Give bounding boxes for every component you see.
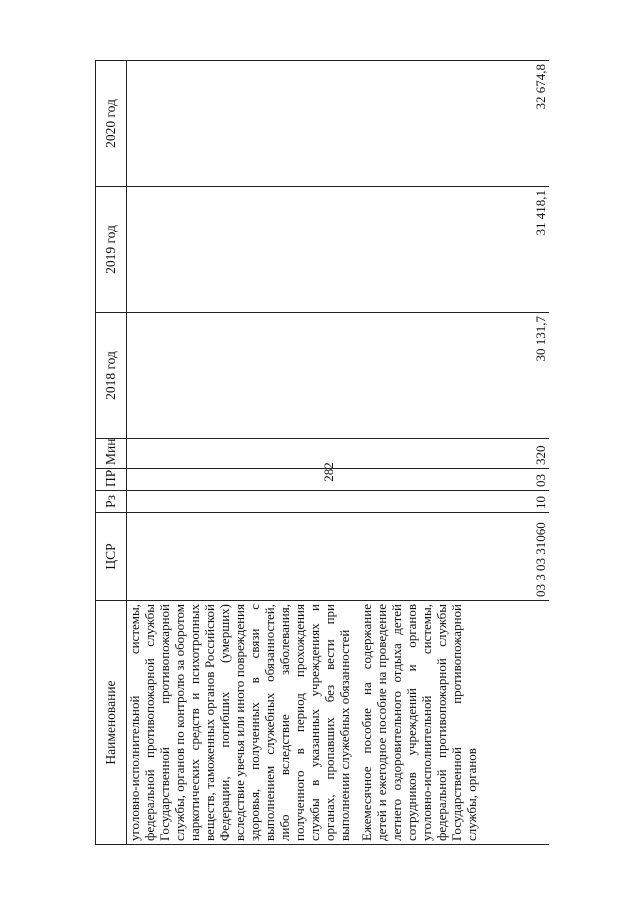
table-row (359, 61, 549, 845)
row-csr: 03 3 03 31060 (359, 513, 549, 601)
row-min: 320 (359, 439, 549, 469)
row-2019 (127, 187, 360, 313)
header-min: Мин (96, 439, 127, 469)
table-header-row (96, 61, 127, 845)
row-2019: 31 418,1 (359, 187, 549, 313)
row-min (127, 439, 360, 469)
row-rz (127, 491, 360, 513)
header-rz: Рз (96, 491, 127, 513)
table-row (127, 61, 360, 845)
row-pr: 03 (359, 469, 549, 491)
row-name: уголовно-исполнительной системы, федеральной противопожарной службы Государственной противопожарной службы, органов по контролю за оборотом наркотических средств и психотропных веществ, таможенных органов Российской Федерации, погибших (умерших) вследствие увечья или иного повреждения здоровья, полученных в связи с выполнением служебных обязанностей, либо вследствие заболевания, полученного в период прохождения службы в указанных учреждениях и органах, пропавших без вести при выполнении служебных обязанностей (127, 601, 360, 845)
header-2019: 2019 год (96, 187, 127, 313)
header-2018: 2018 год (96, 313, 127, 439)
row-2018 (127, 313, 360, 439)
header-csr: ЦСР (96, 513, 127, 601)
header-pr: ПР (96, 469, 127, 491)
row-csr (127, 513, 360, 601)
header-name: Наименование (96, 601, 127, 845)
row-rz: 10 (359, 491, 549, 513)
rotated-table-container (95, 60, 585, 845)
row-2020: 32 674,8 (359, 61, 549, 187)
row-name: Ежемесячное пособие на содержание детей и ежегодное пособие на проведение летнего оздоровительного отдыха детей сотрудников учреждений и органов уголовно-исполнительной системы, федеральной противопожарной службы Государственной противопожарной службы, органов (359, 601, 549, 845)
budget-table (95, 60, 549, 845)
row-2020 (127, 61, 360, 187)
row-pr (127, 469, 360, 491)
row-2018: 30 131,7 (359, 313, 549, 439)
header-2020: 2020 год (96, 61, 127, 187)
page-number: 282 (321, 462, 336, 482)
